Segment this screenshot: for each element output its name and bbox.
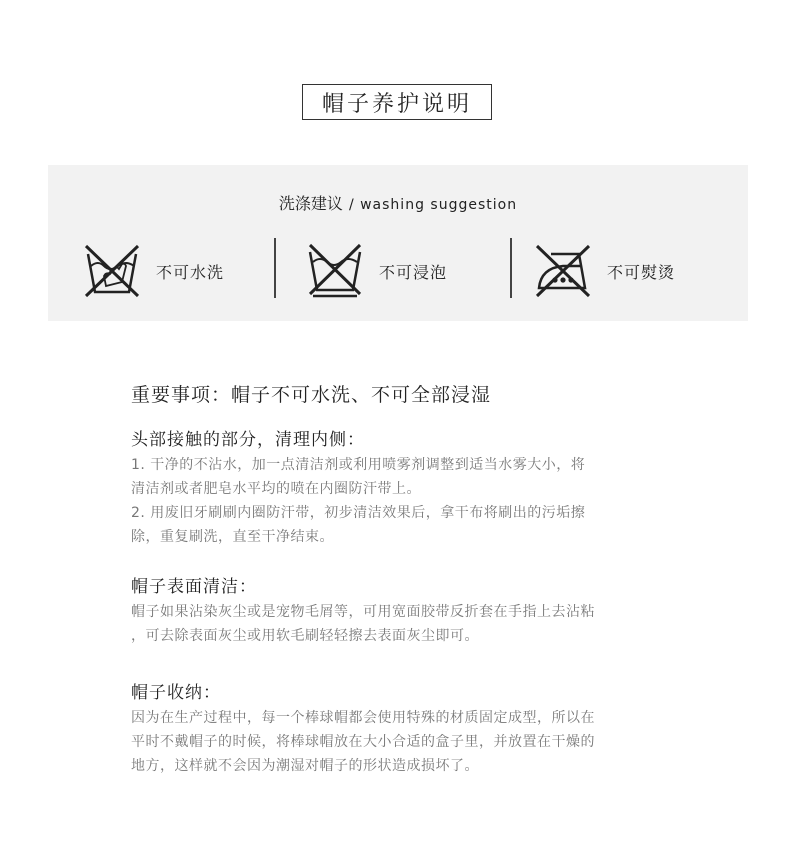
section-body-storage bbox=[131, 706, 666, 778]
body-line: 2. 用废旧牙刷刷内圈防汗带，初步清洁效果后，拿干布将刷出的污垢擦 bbox=[131, 505, 586, 521]
care-label-no-iron: 不可熨烫 bbox=[607, 262, 676, 282]
washing-heading-cn: 洗涤建议 bbox=[278, 194, 343, 213]
divider bbox=[510, 238, 512, 298]
body-line: 平时不戴帽子的时候，将棒球帽放在大小合适的盒子里，并放置在干燥的 bbox=[131, 734, 595, 750]
section-body-surface bbox=[131, 600, 666, 648]
care-item-no-iron bbox=[533, 241, 675, 301]
washing-suggestion-panel bbox=[48, 165, 748, 321]
divider bbox=[274, 238, 276, 298]
body-line: 帽子如果沾染灰尘或是宠物毛屑等，可用宽面胶带反折套在手指上去沾粘 bbox=[131, 604, 595, 620]
body-line: 因为在生产过程中，每一个棒球帽都会使用特殊的材质固定成型，所以在 bbox=[131, 710, 595, 726]
washing-heading-en: / washing suggestion bbox=[348, 197, 518, 213]
section-title-head-contact: 头部接触的部分，清理内侧： bbox=[131, 430, 365, 450]
no-wash-icon bbox=[82, 242, 142, 300]
washing-heading bbox=[48, 191, 748, 214]
care-item-no-soak bbox=[305, 241, 447, 301]
no-iron-icon bbox=[533, 242, 593, 300]
important-note: 重要事项：帽子不可水洗、不可全部浸湿 bbox=[131, 384, 492, 406]
section-body-head-contact bbox=[131, 453, 666, 549]
no-soak-icon bbox=[305, 242, 365, 300]
section-title-storage: 帽子收纳： bbox=[131, 683, 221, 703]
care-label-no-soak: 不可浸泡 bbox=[379, 262, 448, 282]
body-line: 清洁剂或者肥皂水平均的喷在内圈防汗带上。 bbox=[131, 481, 421, 497]
page-title: 帽子养护说明 bbox=[302, 84, 492, 120]
body-line: 除，重复刷洗，直至干净结束。 bbox=[131, 529, 334, 545]
body-line: ，可去除表面灰尘或用软毛刷轻轻擦去表面灰尘即可。 bbox=[131, 628, 479, 644]
care-label-no-wash: 不可水洗 bbox=[156, 262, 225, 282]
body-line: 地方，这样就不会因为潮湿对帽子的形状造成损坏了。 bbox=[131, 758, 479, 774]
body-line: 1. 干净的不沾水，加一点清洁剂或利用喷雾剂调整到适当水雾大小，将 bbox=[131, 457, 586, 473]
section-title-surface: 帽子表面清洁： bbox=[131, 577, 257, 597]
care-item-no-wash bbox=[82, 241, 224, 301]
